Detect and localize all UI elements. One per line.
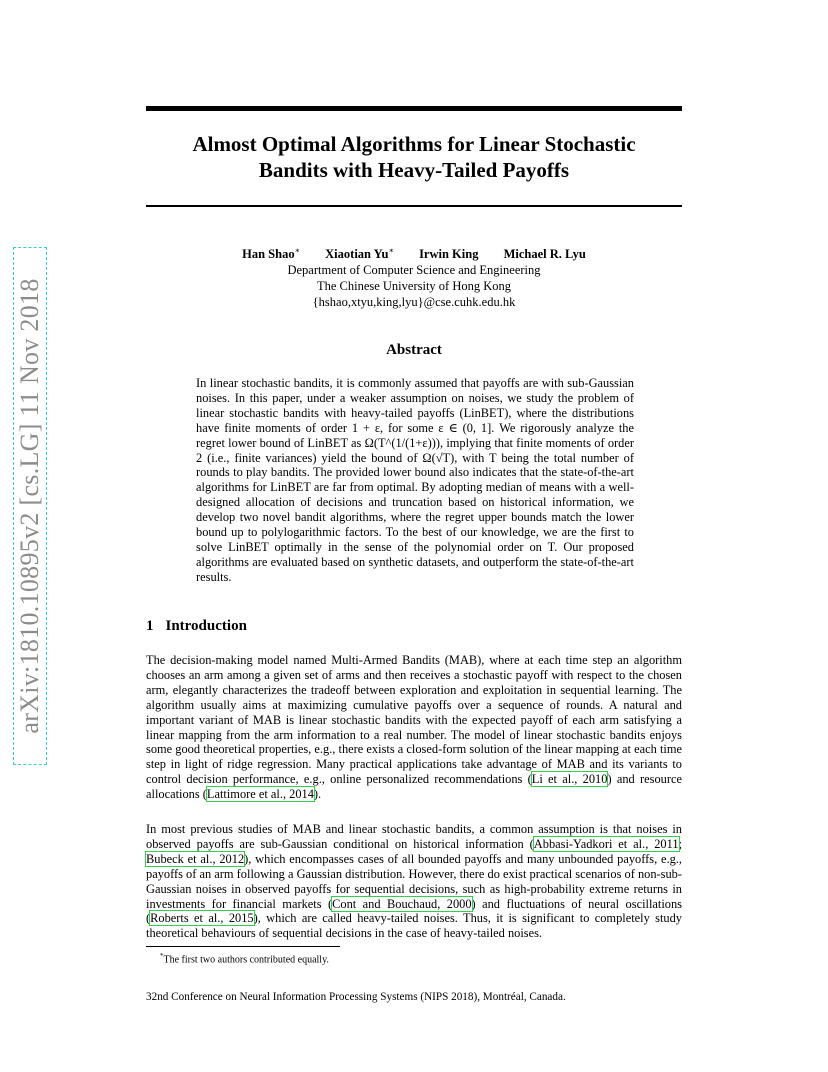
author-name: Michael R. Lyu (503, 247, 586, 262)
citation-link[interactable]: Abbasi-Yadkori et al., 2011 (533, 836, 679, 851)
intro-paragraph-2: In most previous studies of MAB and linear stochastic bandits, a common assumption is that noises in observed payoffs are sub-Gaussian conditional on historical information (Abbasi-Yadkori et al., 2011; Bubeck et al., 2012), which encompasses cases of all bounded payoffs and many unbounded payoffs, e.g., payoffs of an arm following a Gaussian distribution. However, there do exist practical scenarios of non-sub-Gaussian noises in observed payoffs for sequential decisions, such as high-probability extreme returns in investments for financial markets (Cont and Bouchaud, 2000) and fluctuations of neural oscillations (Roberts et al., 2015), which are called heavy-tailed noises. Thus, it is significant to completely study theoretical behaviours of sequential decisions in the case of heavy-tailed noises. (146, 822, 683, 941)
title-line-1: Almost Optimal Algorithms for Linear Stochastic (192, 132, 636, 156)
section-heading (146, 618, 247, 635)
footnote-rule (146, 946, 340, 947)
title-bottom-rule (146, 205, 682, 207)
abstract-heading: Abstract (386, 342, 442, 358)
paper-title (146, 131, 682, 183)
citation-link[interactable]: Roberts et al., 2015 (150, 911, 254, 926)
author-name: Irwin King (419, 247, 479, 262)
footnote (160, 952, 329, 965)
author-block (146, 243, 682, 310)
author-emails: {hshao,xtyu,king,lyu}@cse.cuhk.edu.hk (312, 295, 516, 310)
affiliation-university: The Chinese University of Hong Kong (316, 279, 512, 294)
footnote-mark: * (160, 952, 164, 960)
footnote-text: The first two authors contributed equally. (163, 954, 329, 966)
author-name: Han Shao∗ (242, 246, 301, 262)
title-top-rule (146, 106, 682, 111)
section-number: 1 (146, 618, 154, 634)
author-name: Xiaotian Yu∗ (325, 246, 394, 262)
affiliation-department: Department of Computer Science and Engineering (287, 263, 541, 278)
citation-link[interactable]: Lattimore et al., 2014 (206, 787, 314, 802)
section-title: Introduction (165, 618, 247, 634)
title-line-2: Bandits with Heavy-Tailed Payoffs (258, 158, 570, 182)
citation-link[interactable]: Bubeck et al., 2012 (146, 851, 245, 866)
arxiv-id-label: arXiv:1810.10895v2 [cs.LG] 11 Nov 2018 (15, 278, 44, 734)
citation-link[interactable]: Cont and Bouchaud, 2000 (332, 896, 472, 911)
abstract-text: In linear stochastic bandits, it is commonly assumed that payoffs are with sub-Gaussian noises. In this paper, under a weaker assumption on noises, we study the problem of linear stochastic bandits with heavy-tailed payoffs (LinBET), where the distributions have finite moments of order 1 + ε, for some ε ∈ (0, 1]. We rigorously analyze the regret lower bound of LinBET as Ω(T^(1/(1+ε))), implying that finite moments of order 2 (i.e., finite variances) yield the bound of Ω(√T), with T being the total number of rounds to play bandits. The provided lower bound also indicates that the state-of-the-art algorithms for LinBET are far from optimal. By adopting median of means with a well-designed allocation of decisions and truncation based on historical information, we develop two novel bandit algorithms, where the regret upper bounds match the lower bound up to polylogarithmic factors. To the best of our knowledge, we are the first to solve LinBET optimally in the sense of the polynomial order on T. Our proposed algorithms are evaluated based on synthetic datasets, and outperform the state-of-the-art results. (196, 376, 634, 584)
citation-link[interactable]: Li et al., 2010 (531, 772, 608, 787)
intro-paragraph-1: The decision-making model named Multi-Armed Bandits (MAB), where at each time step an algorithm chooses an arm among a given set of arms and then receives a stochastic payoff with respect to the chosen arm, elegantly characterizes the tradeoff between exploration and exploitation in sequential learning. The algorithm usually aims at maximizing cumulative payoffs over a sequence of rounds. A natural and important variant of MAB is linear stochastic bandits with the expected payoff of each arm satisfying a linear mapping from the arm information to a real number. The model of linear stochastic bandits enjoys some good theoretical properties, e.g., there exists a closed-form solution of the linear mapping at each time step in light of ridge regression. Many practical applications take advantage of MAB and its variants to control decision performance, e.g., online personalized recommendations (Li et al., 2010) and resource allocations (Lattimore et al., 2014). (146, 653, 682, 802)
author-names (146, 243, 682, 262)
conference-note: 32nd Conference on Neural Information Processing Systems (NIPS 2018), Montréal, Canada. (146, 991, 566, 1003)
arxiv-sidebar[interactable] (14, 248, 46, 764)
